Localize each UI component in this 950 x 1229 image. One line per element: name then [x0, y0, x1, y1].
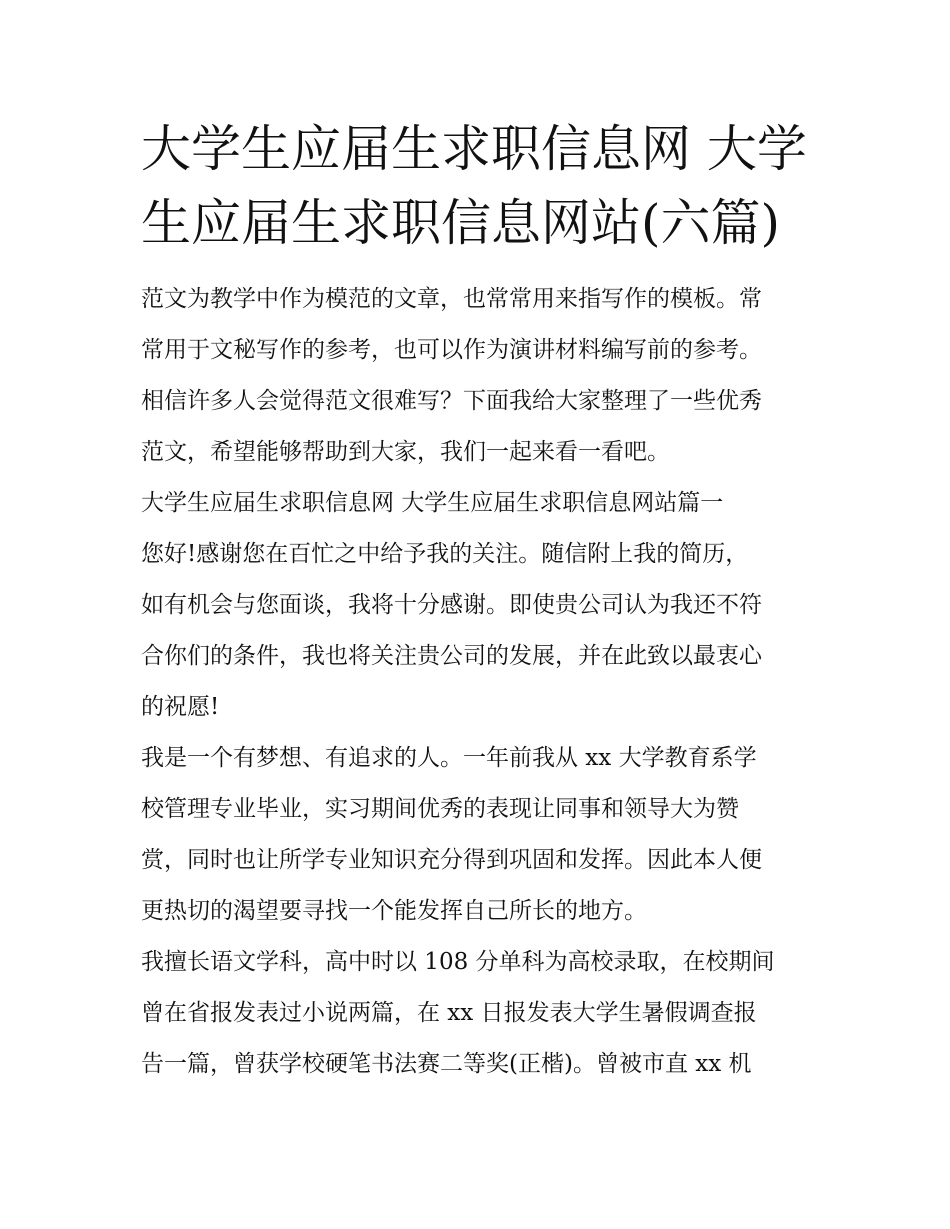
title-line: 生应届生求职信息网站(六篇)	[141, 194, 781, 252]
document-body	[141, 274, 813, 1090]
body-line: 告一篇，曾获学校硬笔书法赛二等奖(正楷)。曾被市直 xx 机	[141, 1051, 752, 1077]
body-line: 如有机会与您面谈，我将十分感谢。即使贵公司认为我还不符	[141, 592, 762, 618]
body-line: 我是一个有梦想、有追求的人。一年前我从 xx 大学教育系学	[141, 745, 757, 771]
body-line: 更热切的渴望要寻找一个能发挥自己所长的地方。	[141, 898, 647, 924]
body-line: 校管理专业毕业，实习期间优秀的表现让同事和领导大为赞	[141, 796, 739, 822]
body-line: 合你们的条件，我也将关注贵公司的发展，并在此致以最衷心	[141, 643, 762, 669]
body-line: 我擅长语文学科，高中时以 108 分单科为高校录取，在校期间	[141, 949, 775, 975]
section-heading: 大学生应届生求职信息网 大学生应届生求职信息网站篇一	[141, 490, 724, 516]
body-line: 您好!感谢您在百忙之中给予我的关注。随信附上我的简历，	[141, 541, 749, 567]
body-line: 常用于文秘写作的参考，也可以作为演讲材料编写前的参考。	[141, 337, 762, 363]
body-line: 的祝愿!	[141, 694, 220, 720]
body-line: 相信许多人会觉得范文很难写？下面我给大家整理了一些优秀	[141, 388, 762, 414]
body-line: 范文为教学中作为模范的文章，也常常用来指写作的模板。常	[141, 286, 762, 312]
body-line: 赏，同时也让所学专业知识充分得到巩固和发挥。因此本人便	[141, 847, 762, 873]
body-line: 范文，希望能够帮助到大家，我们一起来看一看吧。	[141, 439, 670, 465]
body-line: 曾在省报发表过小说两篇，在 xx 日报发表大学生暑假调查报	[141, 1000, 757, 1026]
document-content	[141, 112, 813, 1090]
title-line: 大学生应届生求职信息网 大学	[141, 120, 807, 178]
document-title	[141, 112, 813, 260]
